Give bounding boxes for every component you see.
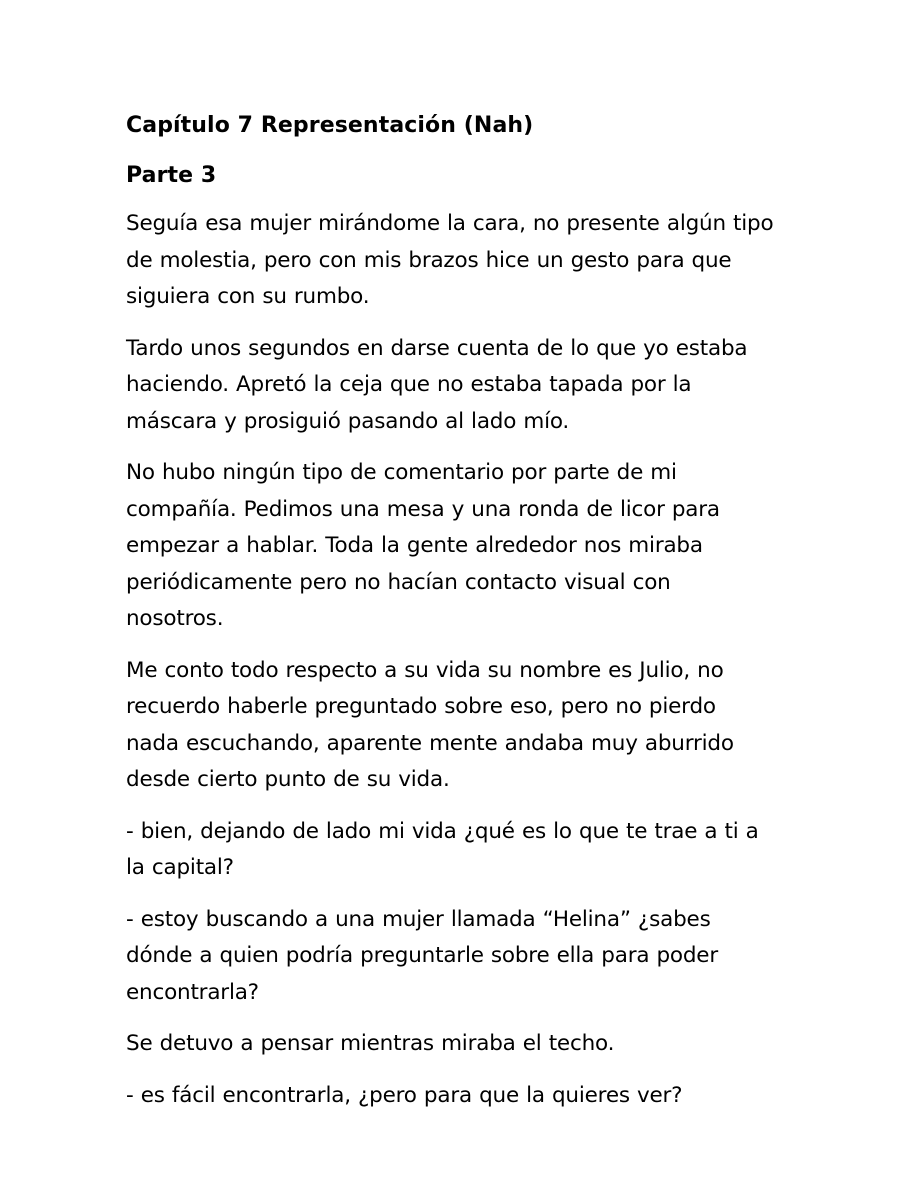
text-line: siguiera con su rumbo. xyxy=(126,284,370,309)
text-line: empezar a hablar. Toda la gente alrededor nos miraba xyxy=(126,533,703,558)
text-line: Seguía esa mujer mirándome la cara, no presente algún tipo xyxy=(126,211,774,236)
text-line: dónde a quien podría preguntarle sobre ella para poder xyxy=(126,943,718,968)
paragraph xyxy=(126,455,796,638)
part-title: Parte 3 xyxy=(126,163,217,188)
paragraph xyxy=(126,653,796,799)
text-line: encontrarla? xyxy=(126,979,259,1005)
text-line: - bien, dejando de lado mi vida ¿qué es lo que te trae a ti a xyxy=(126,818,759,844)
dialogue-line xyxy=(126,902,796,1012)
paragraph xyxy=(126,331,796,441)
text-line: periódicamente pero no hacían contacto visual con xyxy=(126,569,671,595)
text-line: la capital? xyxy=(126,855,234,880)
text-line: - es fácil encontrarla, ¿pero para que la quieres ver? xyxy=(126,1082,683,1108)
text-line: - estoy buscando a una mujer llamada “Helina” ¿sabes xyxy=(126,906,711,932)
text-line: Tardo unos segundos en darse cuenta de lo que yo estaba xyxy=(126,335,748,361)
document-page xyxy=(126,108,796,1129)
text-line: nosotros. xyxy=(126,606,224,631)
text-line: de molestia, pero con mis brazos hice un gesto para que xyxy=(126,247,732,273)
text-line: haciendo. Apretó la ceja que no estaba tapada por la xyxy=(126,372,692,397)
text-line: máscara y prosiguió pasando al lado mío. xyxy=(126,408,570,434)
text-line: compañía. Pedimos una mesa y una ronda de licor para xyxy=(126,496,720,522)
text-line: recuerdo haberle preguntado sobre eso, pero no pierdo xyxy=(126,694,716,719)
text-line: Se detuvo a pensar mientras miraba el techo. xyxy=(126,1031,615,1056)
chapter-title: Capítulo 7 Representación (Nah) xyxy=(126,113,534,138)
paragraph xyxy=(126,206,796,316)
dialogue-line xyxy=(126,1078,796,1115)
text-line: desde cierto punto de su vida. xyxy=(126,767,450,792)
dialogue-line xyxy=(126,814,796,887)
paragraph xyxy=(126,1026,796,1063)
text-line: nada escuchando, aparente mente andaba muy aburrido xyxy=(126,730,734,756)
text-line: No hubo ningún tipo de comentario por parte de mi xyxy=(126,460,677,485)
text-line: Me conto todo respecto a su vida su nombre es Julio, no xyxy=(126,657,724,683)
